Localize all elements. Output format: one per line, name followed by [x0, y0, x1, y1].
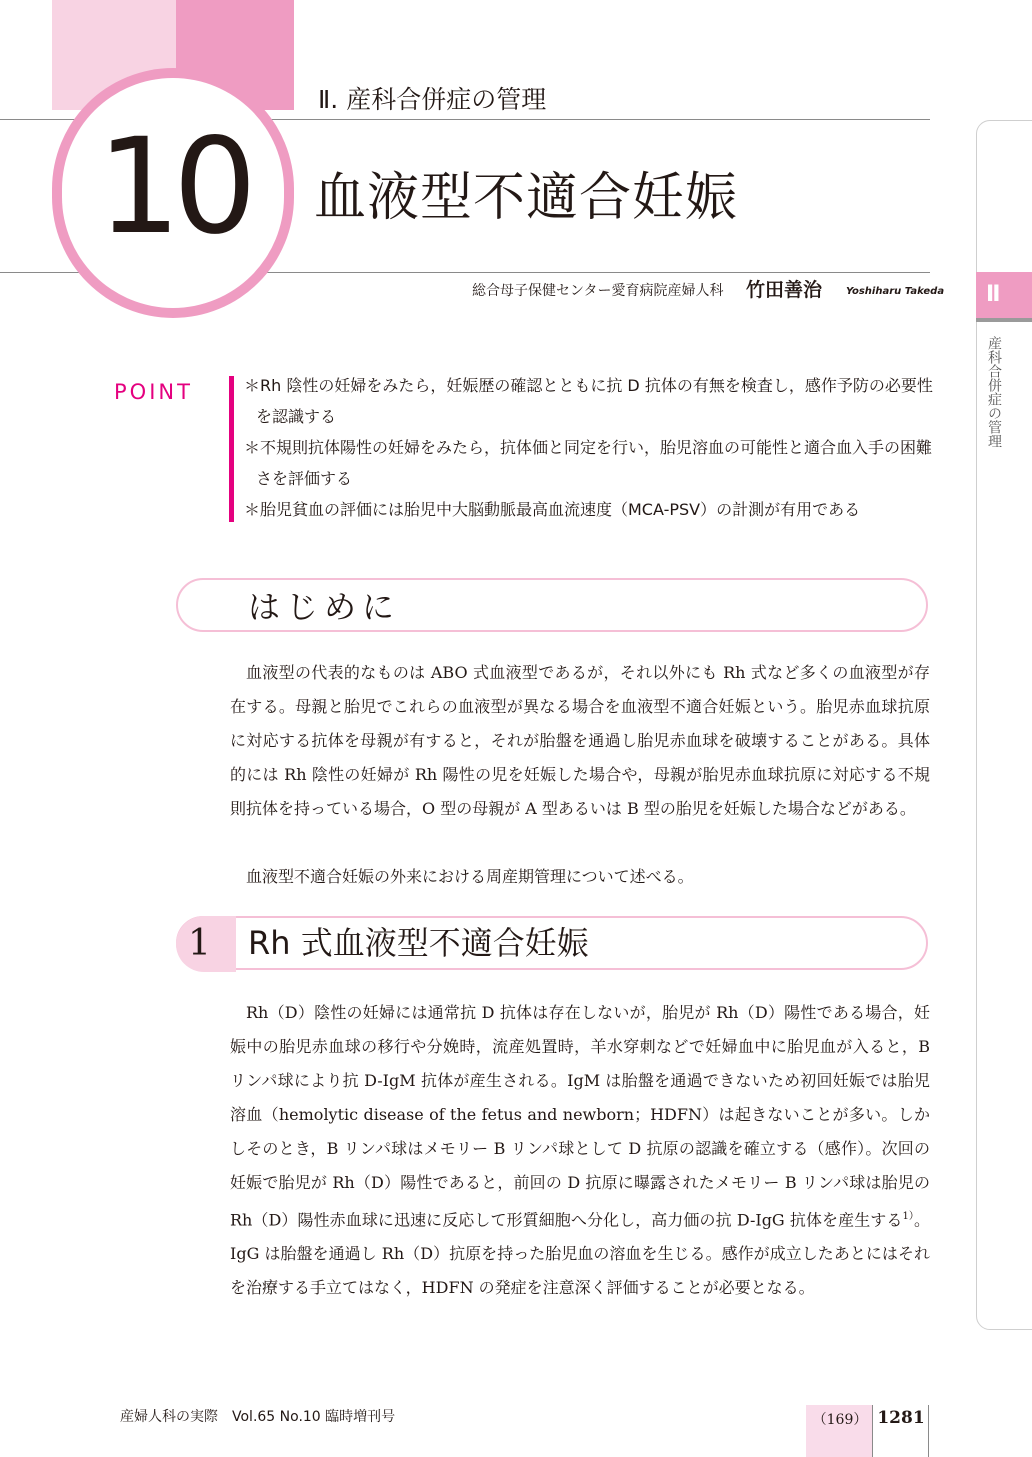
- intro-heading-box: [176, 578, 928, 632]
- side-index-badge: Ⅱ: [976, 272, 1032, 318]
- point-item: ＊Rh 陰性の妊婦をみたら，妊娠歴の確認とともに抗 D 抗体の有無を検査し，感作予防の必要性を認識する: [244, 376, 933, 426]
- section1-paragraph: [230, 996, 930, 1305]
- side-index-label: 産科合併症の管理: [986, 336, 1002, 448]
- footer-journal: 産婦人科の実際 Vol.65 No.10 臨時増刊号: [120, 1409, 396, 1425]
- point-list: [244, 370, 934, 525]
- footer-page-number: 1281: [877, 1408, 925, 1428]
- author-name-roman: Yoshiharu Takeda: [846, 286, 945, 297]
- point-label: POINT: [114, 380, 193, 404]
- author-name: 竹田善治: [746, 279, 823, 301]
- footer-divider: [928, 1405, 929, 1457]
- intro-paragraph: 血液型の代表的なものは ABO 式血液型であるが，それ以外にも Rh 式など多くの血液型が存在する。母親と胎児でこれらの血液型が異なる場合を血液型不適合妊娠という。胎児赤血球抗原に対応する抗体を母親が有すると，それが胎盤を通過し胎児赤血球を破壊することがある。具体的には Rh 陰性の妊婦が Rh 陽性の児を妊娠した場合や，母親が胎児赤血球抗原に対応する不規則抗体を持っている場合，O 型の母親が A 型あるいは B 型の胎児を妊娠した場合などがある。: [230, 663, 930, 818]
- footer-divider: [872, 1405, 873, 1457]
- page-title: 血液型不適合妊娠: [314, 168, 739, 228]
- section1-text-part1: Rh（D）陰性の妊婦には通常抗 D 抗体は存在しないが，胎児が Rh（D）陽性である場合，妊娠中の胎児赤血球の移行や分娩時，流産処置時，羊水穿刺などで妊婦血中に胎児血が入ると，B リンパ球により抗 D-IgM 抗体が産生される。IgM は胎盤を通過できないため初回妊娠では胎児溶血（hemolytic disease of the fetus and newborn；HDFN）は起きないことが多い。しかしそのとき，B リンパ球はメモリー B リンパ球として D 抗原の認識を確立する（感作）。次回の妊娠で胎児が Rh（D）陽性であると，前回の D 抗原に曝露されたメモリー B リンパ球は胎児の Rh（D）陽性赤血球に迅速に反応して形質細胞へ分化し，高力価の抗 D-IgG 抗体を産生する: [230, 1003, 930, 1230]
- section-label: Ⅱ. 産科合併症の管理: [318, 85, 547, 114]
- author-affiliation: 総合母子保健センター愛育病院産婦人科: [472, 283, 724, 299]
- section1-number: 1: [188, 923, 211, 964]
- point-accent-bar: [229, 376, 234, 522]
- section1-text-part2: 。IgG は胎盤を通過し Rh（D）抗原を持った胎児血の溶血を生じる。感作が成立したあとにはそれを治療する手立てはなく，HDFN の発症を注意深く評価することが必要となる。: [230, 1210, 930, 1298]
- intro-heading: はじめに: [248, 588, 401, 626]
- footer-inner-page: （169）: [812, 1412, 868, 1428]
- chapter-number: 10: [97, 110, 249, 264]
- citation-marker: 1）: [902, 1211, 914, 1222]
- point-item: ＊不規則抗体陽性の妊婦をみたら，抗体価と同定を行い，胎児溶血の可能性と適合血入手の困難さを評価する: [244, 438, 933, 488]
- section1-heading: Rh 式血液型不適合妊娠: [248, 924, 589, 962]
- point-item: ＊胎児貧血の評価には胎児中大脳動脈最高血流速度（MCA-PSV）の計測が有用である: [244, 500, 861, 519]
- intro-paragraph: 血液型不適合妊娠の外来における周産期管理について述べる。: [246, 867, 694, 886]
- side-index-rule: [976, 318, 1032, 322]
